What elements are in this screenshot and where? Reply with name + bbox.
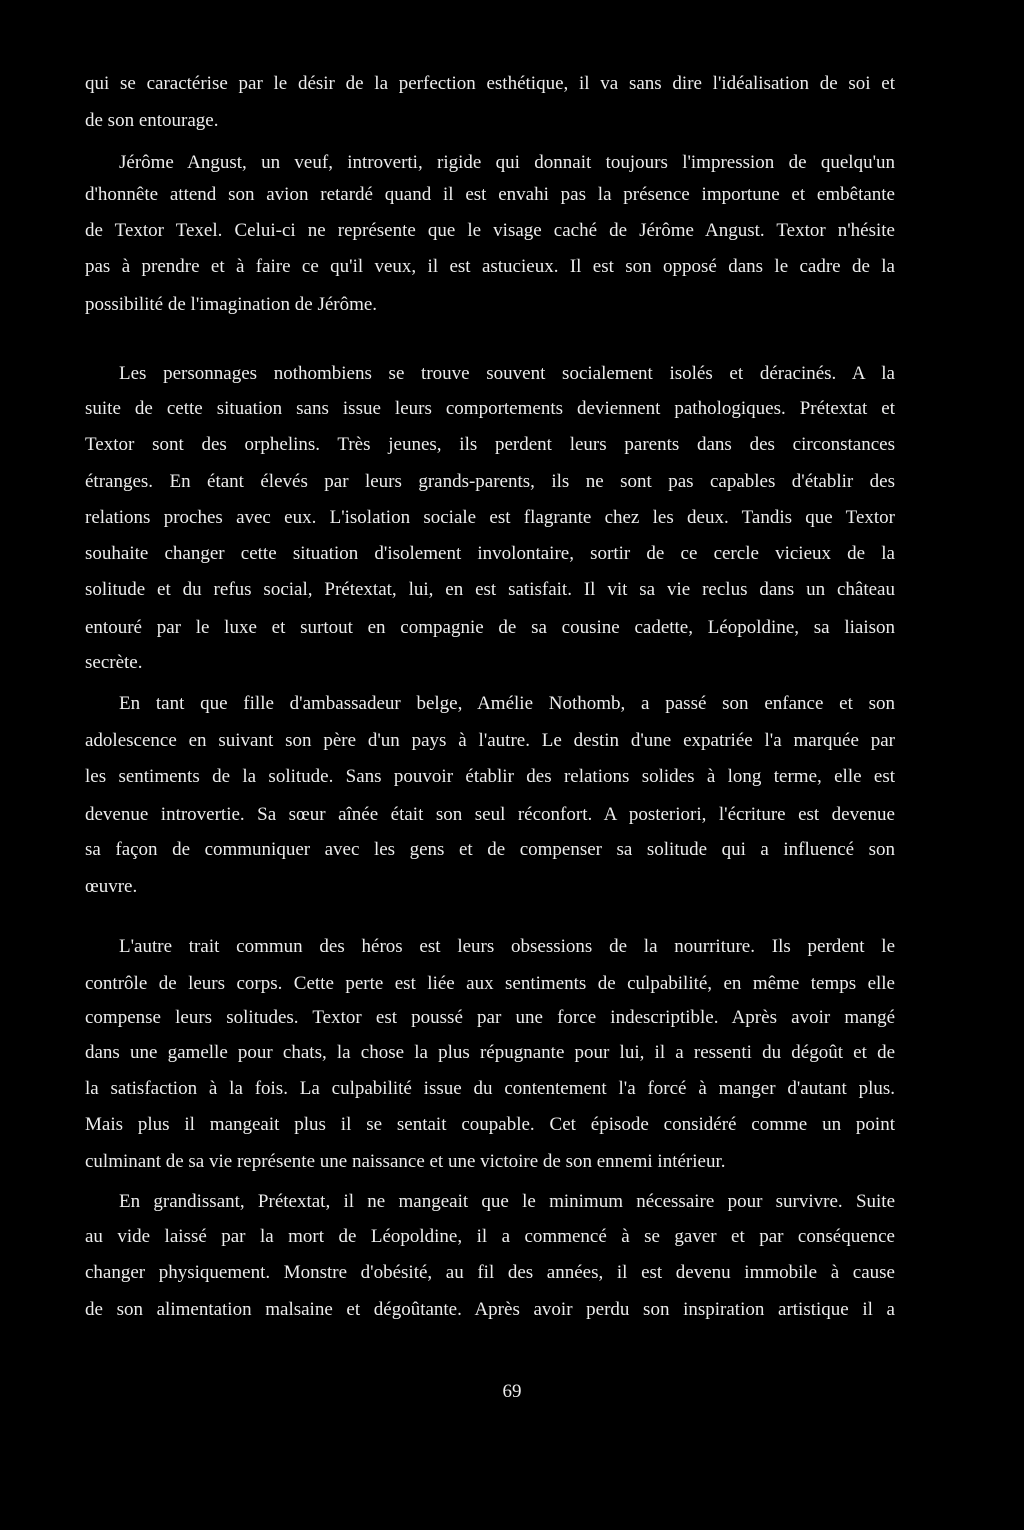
text-line: solitude et du refus social, Prétextat, lui, en est satisfait. Il vit sa vie reclus dans un château	[85, 579, 895, 600]
text-line: œuvre.	[85, 876, 138, 897]
text-line: En tant que fille d'ambassadeur belge, Amélie Nothomb, a passé son enfance et son	[119, 693, 895, 714]
text-line: la satisfaction à la fois. La culpabilité issue du contentement l'a forcé à manger d'autant plus.	[85, 1078, 895, 1099]
text-line: Textor sont des orphelins. Très jeunes, ils perdent leurs parents dans des circonstances	[85, 434, 895, 455]
text-line: de son alimentation malsaine et dégoûtante. Après avoir perdu son inspiration artistique il a	[85, 1299, 895, 1320]
text-line: compense leurs solitudes. Textor est poussé par une force indescriptible. Après avoir mangé	[85, 1007, 895, 1028]
text-line: de son entourage.	[85, 110, 219, 131]
text-line: Mais plus il mangeait plus il se sentait coupable. Cet épisode considéré comme un point	[85, 1114, 895, 1135]
text-line: étranges. En étant élevés par leurs grands-parents, ils ne sont pas capables d'établir des	[85, 471, 895, 492]
text-line: contrôle de leurs corps. Cette perte est liée aux sentiments de culpabilité, en même temps elle	[85, 973, 895, 994]
text-line: de Textor Texel. Celui-ci ne représente que le visage caché de Jérôme Angust. Textor n'hésite	[85, 220, 895, 241]
text-line: possibilité de l'imagination de Jérôme.	[85, 294, 378, 315]
text-line: adolescence en suivant son père d'un pays à l'autre. Le destin d'une expatriée l'a marquée par	[85, 730, 895, 751]
text-line: devenue introvertie. Sa sœur aînée était son seul réconfort. A posteriori, l'écriture est devenue	[85, 804, 895, 825]
text-line: souhaite changer cette situation d'isolement involontaire, sortir de ce cercle vicieux de la	[85, 543, 895, 564]
text-line: Les personnages nothombiens se trouve souvent socialement isolés et déracinés. A la	[119, 363, 895, 384]
text-line: au vide laissé par la mort de Léopoldine, il a commencé à se gaver et par conséquence	[85, 1226, 895, 1247]
text-line: suite de cette situation sans issue leurs comportements deviennent pathologiques. Prétextat et	[85, 398, 895, 419]
text-line: secrète.	[85, 652, 143, 673]
text-line: sa façon de communiquer avec les gens et de compenser sa solitude qui a influencé son	[85, 839, 895, 860]
text-line: En grandissant, Prétextat, il ne mangeait que le minimum nécessaire pour survivre. Suite	[119, 1191, 895, 1212]
text-line: dans une gamelle pour chats, la chose la plus répugnante pour lui, il a ressenti du dégoût et de	[85, 1042, 895, 1063]
text-line: culminant de sa vie représente une naissance et une victoire de son ennemi intérieur.	[85, 1151, 726, 1172]
text-line: les sentiments de la solitude. Sans pouvoir établir des relations solides à long terme, elle est	[85, 766, 895, 787]
text-line: Jérôme Angust, un veuf, introverti, rigide qui donnait toujours l'impression de quelqu'un	[119, 152, 895, 173]
text-line: changer physiquement. Monstre d'obésité, au fil des années, il est devenu immobile à cause	[85, 1262, 895, 1283]
text-line: qui se caractérise par le désir de la perfection esthétique, il va sans dire l'idéalisation de soi et	[85, 73, 895, 94]
text-line: relations proches avec eux. L'isolation sociale est flagrante chez les deux. Tandis que Textor	[85, 507, 895, 528]
page-number: 69	[502, 1381, 522, 1402]
text-line: L'autre trait commun des héros est leurs obsessions de la nourriture. Ils perdent le	[119, 936, 895, 957]
text-line: d'honnête attend son avion retardé quand il est envahi pas la présence importune et embêtante	[85, 184, 895, 205]
text-line: pas à prendre et à faire ce qu'il veux, il est astucieux. Il est son opposé dans le cadre de la	[85, 256, 895, 277]
text-line: entouré par le luxe et surtout en compagnie de sa cousine cadette, Léopoldine, sa liaison	[85, 617, 895, 638]
